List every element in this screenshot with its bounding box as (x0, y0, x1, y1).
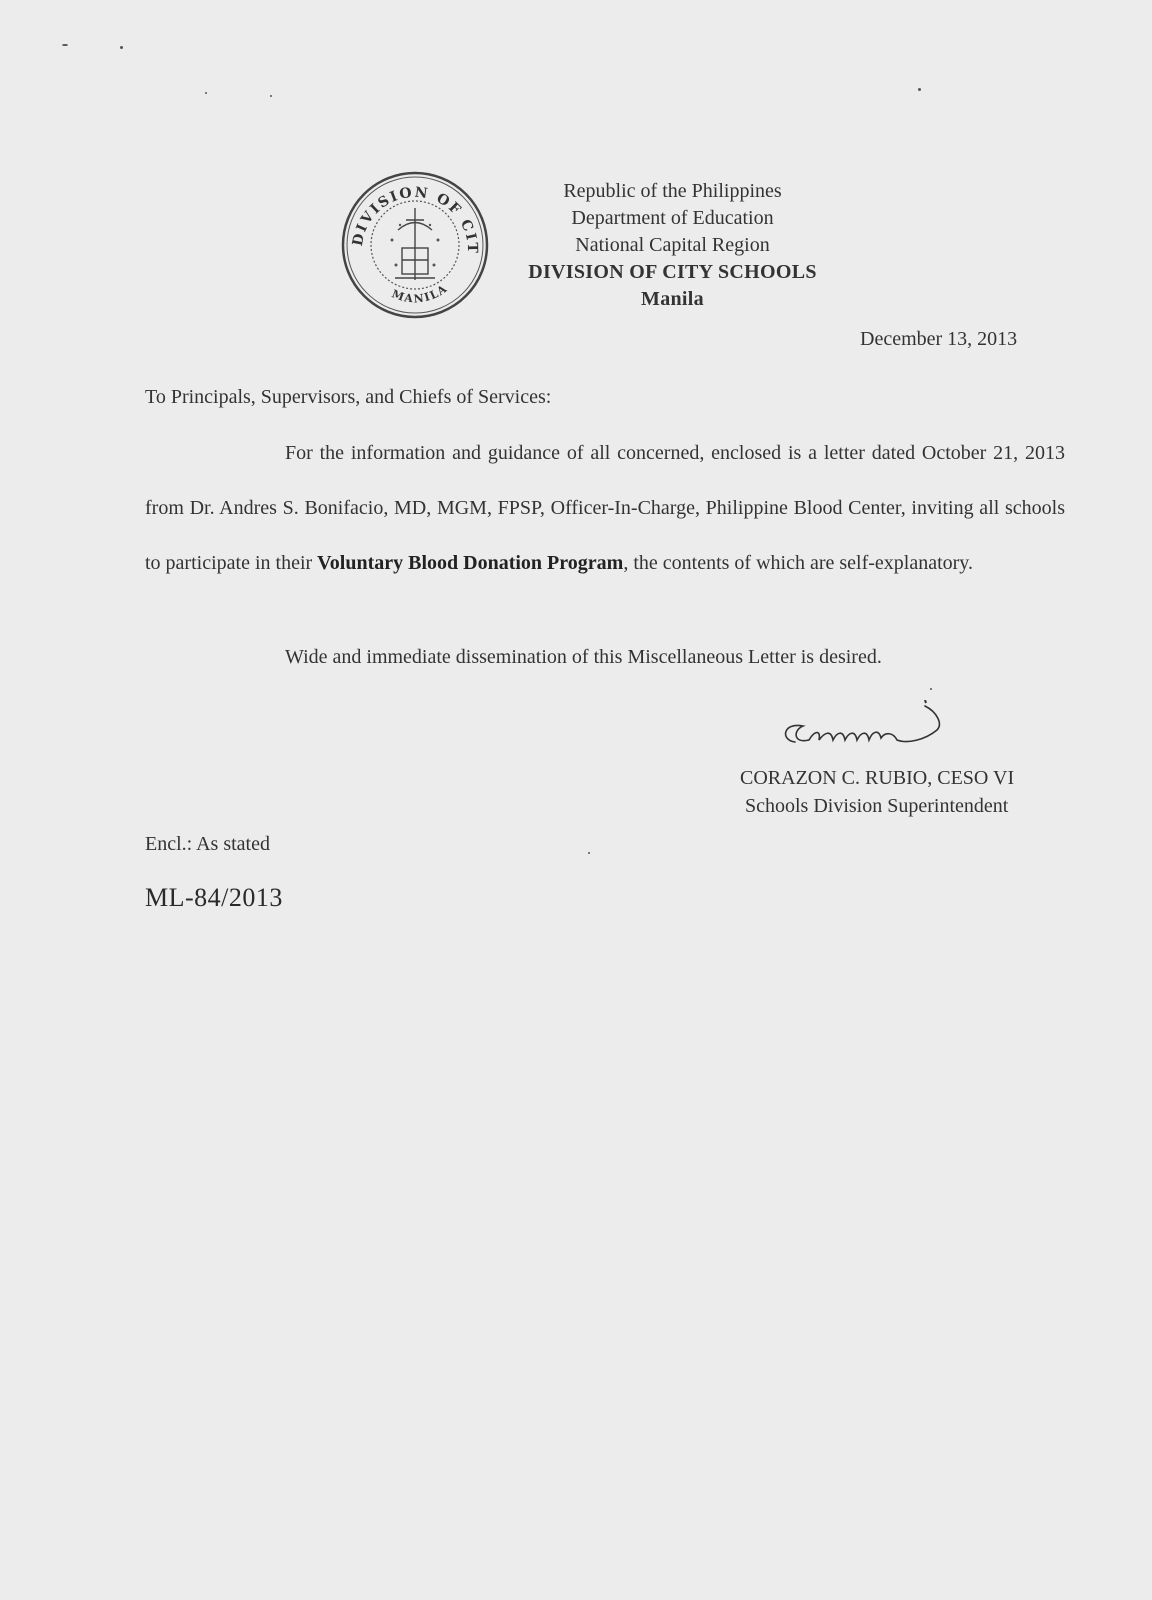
salutation: To Principals, Supervisors, and Chiefs of Services: (145, 386, 552, 408)
scan-speck (205, 92, 207, 94)
letter-date: December 13, 2013 (860, 328, 1018, 350)
letterhead-line-city: Manila (641, 288, 704, 310)
letterhead-line-republic: Republic of the Philippines (563, 180, 782, 202)
scan-speck (62, 44, 68, 46)
letterhead (500, 178, 845, 313)
body-paragraph (145, 426, 1065, 591)
letterhead-line-department: Department of Education (571, 207, 774, 229)
signer-name: CORAZON C. RUBIO, CESO VI (740, 767, 1015, 789)
program-name: Voluntary Blood Donation Program (317, 552, 624, 574)
body-text-part1: For the information and guidance of all concerned, enclosed is a letter dated October 21, 2013 from Dr. Andres S. Bonifacio, MD, MGM, FPSP, Officer-In-Charge, Philippine Blood Center, inviting all schools to participate in their (145, 442, 1065, 574)
scan-speck (918, 88, 921, 91)
scan-speck (588, 852, 590, 854)
signer-title: Schools Division Superintendent (745, 795, 1009, 817)
scan-speck (270, 95, 272, 97)
enclosure-note: Encl.: As stated (145, 833, 270, 855)
svg-text:DIVISION OF CITY SCHOOLS: DIVISION OF CIT (349, 184, 481, 256)
closing-line: Wide and immediate dissemination of this Miscellaneous Letter is desired. (285, 646, 882, 668)
svg-text:MANILA: MANILA (389, 281, 451, 306)
scan-speck (930, 688, 932, 690)
handwritten-signature-icon (775, 700, 965, 760)
body-text-part2: , the contents of which are self-explanatory. (623, 552, 974, 574)
letterhead-line-division: DIVISION OF CITY SCHOOLS (528, 261, 817, 283)
letterhead-line-region: National Capital Region (575, 234, 770, 256)
division-seal-icon (340, 170, 490, 320)
reference-number: ML-84/2013 (145, 883, 283, 912)
scan-speck (120, 46, 123, 49)
